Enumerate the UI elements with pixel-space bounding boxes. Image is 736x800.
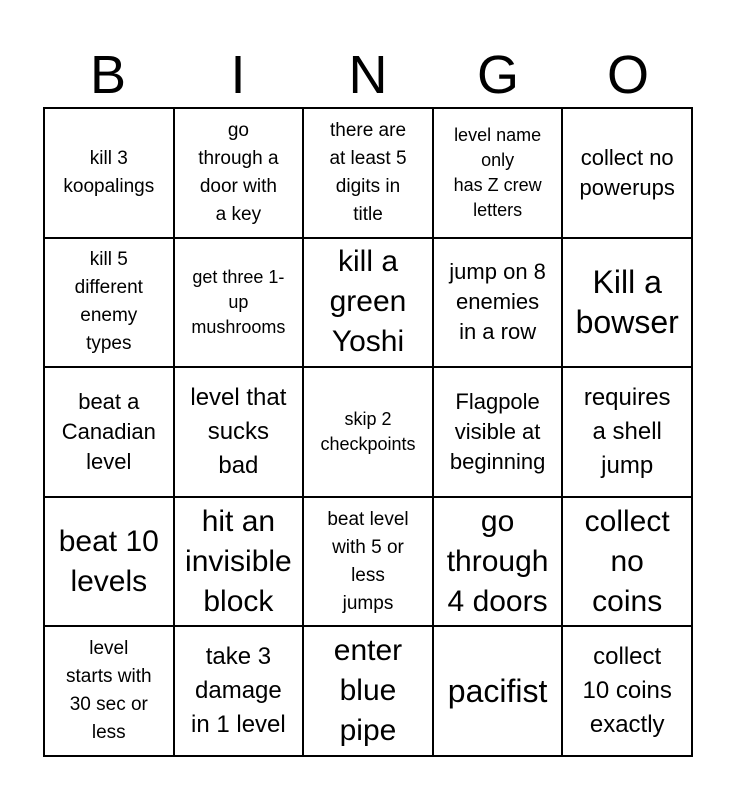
cell-text: Kill a bowser — [575, 264, 679, 341]
cell-text: Flagpole visible at beginning — [449, 388, 546, 474]
cell-text: kill 3 koopalings — [63, 147, 155, 197]
cell-text: enter blue pipe — [333, 634, 403, 748]
cell-text: go through 4 doors — [446, 504, 549, 618]
cell-text: collect no coins — [584, 504, 670, 618]
bingo-cell-r5c3[interactable] — [304, 627, 434, 757]
cell-text: there are at least 5 digits in title — [329, 119, 407, 225]
bingo-cell-r2c2[interactable] — [175, 239, 305, 369]
cell-text: requires a shell jump — [583, 383, 671, 479]
bingo-cell-r3c3[interactable] — [304, 368, 434, 498]
cell-text: kill a green Yoshi — [329, 245, 407, 359]
bingo-cell-r3c1[interactable] — [45, 368, 175, 498]
bingo-cell-r2c1[interactable] — [45, 239, 175, 369]
cell-text: hit an invisible block — [185, 504, 292, 618]
cell-text: pacifist — [447, 673, 548, 710]
cell-text: skip 2 checkpoints — [320, 408, 416, 454]
cell-text: level that sucks bad — [190, 383, 287, 479]
cell-text: jump on 8 enemies in a row — [449, 259, 546, 345]
bingo-cell-r1c3[interactable] — [304, 109, 434, 239]
cell-text: collect 10 coins exactly — [582, 643, 672, 739]
header-letter-n: N — [348, 45, 388, 105]
cell-text: beat 10 levels — [58, 524, 159, 598]
bingo-cell-r4c3[interactable] — [304, 498, 434, 628]
cell-text: collect no powerups — [579, 144, 675, 200]
bingo-cell-r1c4[interactable] — [434, 109, 564, 239]
cell-text: level starts with 30 sec or less — [66, 638, 152, 744]
header-letter-o: O — [606, 45, 649, 105]
bingo-cell-r1c1[interactable] — [45, 109, 175, 239]
bingo-cell-r5c1[interactable] — [45, 627, 175, 757]
cell-text: take 3 damage in 1 level — [191, 643, 286, 739]
bingo-cell-r1c5[interactable] — [563, 109, 693, 239]
cell-text: level name only has Z crew letters — [453, 124, 542, 220]
header-letter-i: I — [230, 45, 246, 105]
bingo-cell-r4c5[interactable] — [563, 498, 693, 628]
bingo-cell-r2c4[interactable] — [434, 239, 564, 369]
bingo-cell-r4c1[interactable] — [45, 498, 175, 628]
cell-text: kill 5 different enemy types — [74, 249, 143, 355]
cell-text: go through a door with a key — [198, 119, 279, 225]
bingo-cell-r4c4[interactable] — [434, 498, 564, 628]
header-letter-g: G — [476, 45, 519, 105]
cell-text: get three 1- up mushrooms — [191, 266, 286, 337]
bingo-cell-r3c5[interactable] — [563, 368, 693, 498]
bingo-cell-r3c4[interactable] — [434, 368, 564, 498]
bingo-cell-r5c4[interactable] — [434, 627, 564, 757]
bingo-board — [43, 107, 693, 757]
bingo-cell-r4c2[interactable] — [175, 498, 305, 628]
cell-text: beat level with 5 or less jumps — [327, 508, 409, 614]
bingo-cell-r5c2[interactable] — [175, 627, 305, 757]
bingo-cell-r2c3[interactable] — [304, 239, 434, 369]
bingo-cell-r1c2[interactable] — [175, 109, 305, 239]
bingo-header — [43, 44, 693, 106]
bingo-cell-r3c2[interactable] — [175, 368, 305, 498]
header-letter-b: B — [89, 45, 127, 105]
bingo-cell-r2c5[interactable] — [563, 239, 693, 369]
cell-text: beat a Canadian level — [61, 388, 156, 474]
bingo-cell-r5c5[interactable] — [563, 627, 693, 757]
